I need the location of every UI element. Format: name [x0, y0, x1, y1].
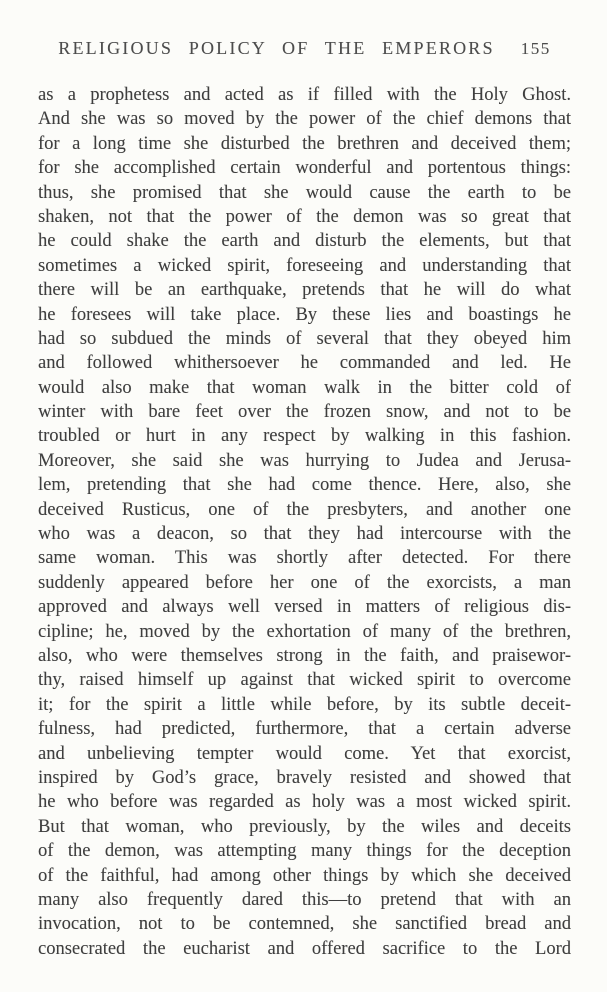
text-line: also, who were themselves strong in the faith, and praisewor- [38, 645, 571, 666]
text-line: shaken, not that the power of the demon was so great that [38, 206, 571, 227]
text-line: of the faithful, had among other things by which she deceived [38, 865, 571, 886]
text-line: many also frequently dared this—to pretend that with an [38, 889, 571, 910]
text-line: as a prophetess and acted as if filled with the Holy Ghost. [38, 85, 571, 105]
text-line: suddenly appeared before her one of the exorcists, a man [38, 572, 571, 593]
text-line: lem, pretending that she had come thence. Here, also, she [38, 475, 571, 496]
text-line: thy, raised himself up against that wicked spirit to overcome [38, 670, 571, 691]
page-number: 155 [520, 39, 551, 58]
text-line: consecrated the eucharist and offered sacrifice to the Lord [38, 938, 571, 959]
text-line: it; for the spirit a little while before, by its subtle deceit- [38, 694, 571, 715]
text-line: he who before was regarded as holy was a most wicked spirit. [38, 792, 571, 813]
text-line: for she accomplished certain wonderful and portentous things: [38, 158, 571, 179]
text-line: Moreover, she said she was hurrying to Judea and Jerusa- [38, 450, 571, 471]
text-line: sometimes a wicked spirit, foreseeing and understanding that [38, 255, 571, 276]
text-line: and unbelieving tempter would come. Yet that exorcist, [38, 743, 571, 764]
text-line: cipline; he, moved by the exhortation of many of the brethren, [38, 621, 571, 642]
text-line: And she was so moved by the power of the chief demons that [38, 109, 571, 130]
text-line: he foresees will take place. By these lies and boastings he [38, 304, 571, 325]
running-head [38, 38, 571, 59]
text-line: winter with bare feet over the frozen snow, and not to be [38, 402, 571, 423]
text-line: inspired by God’s grace, bravely resisted and showed that [38, 767, 571, 788]
text-line: same woman. This was shortly after detected. For there [38, 548, 571, 569]
text-line: he could shake the earth and disturb the elements, but that [38, 231, 571, 252]
text-line: thus, she promised that she would cause the earth to be [38, 182, 571, 203]
text-line: fulness, had predicted, furthermore, that a certain adverse [38, 719, 571, 740]
running-head-title: RELIGIOUS POLICY OF THE EMPERORS [58, 38, 495, 58]
text-line: who was a deacon, so that they had intercourse with the [38, 524, 571, 545]
text-line: troubled or hurt in any respect by walking in this fashion. [38, 426, 571, 447]
text-line: But that woman, who previously, by the wiles and deceits [38, 816, 571, 837]
text-line: deceived Rusticus, one of the presbyters, and another one [38, 499, 571, 520]
text-line: for a long time she disturbed the brethren and deceived them; [38, 133, 571, 154]
page-text [38, 83, 571, 961]
text-line: of the demon, was attempting many things for the deception [38, 841, 571, 862]
text-line: approved and always well versed in matters of religious dis- [38, 597, 571, 618]
text-line: there will be an earthquake, pretends that he will do what [38, 280, 571, 301]
text-line: and followed whithersoever he commanded and led. He [38, 353, 571, 374]
text-line: would also make that woman walk in the bitter cold of [38, 377, 571, 398]
text-line: had so subdued the minds of several that they obeyed him [38, 328, 571, 349]
text-line: invocation, not to be contemned, she sanctified bread and [38, 914, 571, 935]
